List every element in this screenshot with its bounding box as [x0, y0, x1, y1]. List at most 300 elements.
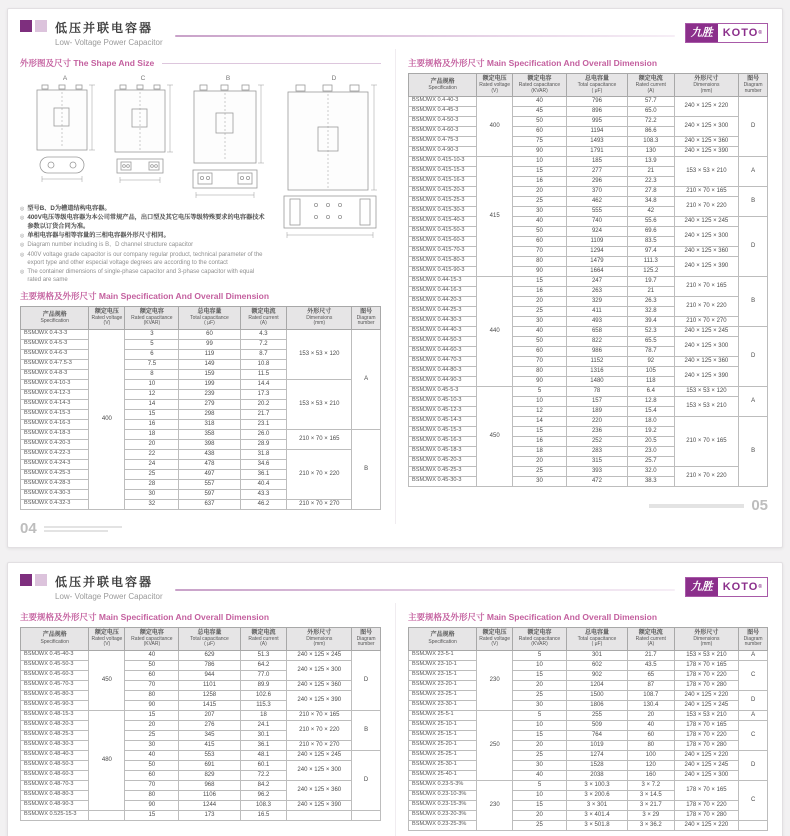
- spec-cell: BSMJWX 0.415-25-3: [409, 196, 477, 206]
- table-cell: 329: [566, 296, 627, 306]
- table-cell: 20.5: [627, 436, 674, 446]
- spec-cell: BSMJWX 0.4-8-3: [21, 369, 89, 379]
- table-cell: 178 × 70 × 165: [674, 780, 739, 800]
- table-cell: 111.3: [627, 256, 674, 266]
- table-cell: 472: [566, 476, 627, 486]
- spec-cell: BSMJWX 0.45-80-3: [21, 690, 89, 700]
- table-cell: 1152: [566, 356, 627, 366]
- spec-cell: BSMJWX 0.415-10-3: [409, 156, 477, 166]
- table-cell: 40: [125, 750, 179, 760]
- spec-cell: BSMJWX 0.23-20-3%: [409, 810, 477, 820]
- table-row: [409, 366, 768, 376]
- table-cell: D: [739, 750, 768, 780]
- table-cell: 87: [627, 680, 674, 690]
- note-text: 400V voltage grade capacitor is our company regular product, technical parameter of the export type and other especial voltage degrees are according to the contact: [27, 251, 263, 266]
- table-cell: 944: [179, 670, 240, 680]
- table-cell: 509: [566, 720, 627, 730]
- table-cell: 70: [513, 356, 567, 366]
- table-cell: 32: [125, 499, 179, 509]
- table-cell: [89, 810, 125, 820]
- table-cell: 60: [627, 730, 674, 740]
- table-cell: 7.2: [240, 339, 287, 349]
- table-cell: 415: [179, 740, 240, 750]
- table-cell: 240 × 125 × 245: [674, 700, 739, 710]
- table-cell: 240 × 125 × 300: [674, 226, 739, 246]
- table-cell: 48.1: [240, 750, 287, 760]
- table-cell: 20: [125, 720, 179, 730]
- spec-cell: BSMJWX 0.4-7.5-3: [21, 359, 89, 369]
- table-cell: [739, 820, 768, 830]
- table-cell: 5: [513, 710, 567, 720]
- table-cell: 11.5: [240, 369, 287, 379]
- table-cell: 478: [179, 459, 240, 469]
- table-cell: 18.0: [627, 416, 674, 426]
- table-cell: 78.7: [627, 346, 674, 356]
- table-cell: B: [739, 416, 768, 486]
- table-cell: 42: [627, 206, 674, 216]
- registered-mark: ®: [758, 583, 763, 590]
- column-header: 图号 Diagram number: [739, 627, 768, 650]
- table-cell: 691: [179, 760, 240, 770]
- table-cell: 230: [477, 780, 513, 830]
- table-cell: 30.1: [240, 730, 287, 740]
- table-cell: 902: [566, 670, 627, 680]
- spec-cell: BSMJWX 0.415-15-3: [409, 166, 477, 176]
- table-cell: 210 × 70 × 270: [287, 499, 352, 509]
- table-cell: 25.7: [627, 456, 674, 466]
- table-cell: 34.8: [627, 196, 674, 206]
- table-cell: 178 × 70 × 165: [674, 660, 739, 670]
- table-cell: 25: [125, 730, 179, 740]
- table-cell: 555: [566, 206, 627, 216]
- table-row: [21, 329, 381, 339]
- table-cell: C: [739, 720, 768, 750]
- section-title-spec: 主要规格及外形尺寸 Main Specification And Overall Dimension: [408, 611, 658, 622]
- table-cell: 4.3: [240, 329, 287, 339]
- table-cell: 40: [513, 96, 567, 106]
- table-cell: C: [739, 780, 768, 820]
- table-cell: 45: [513, 106, 567, 116]
- spec-cell: BSMJWX 0.45-15-3: [409, 426, 477, 436]
- table-cell: 240 × 125 × 360: [287, 780, 352, 800]
- table-cell: 210 × 70 × 220: [674, 296, 739, 316]
- spec-cell: BSMJWX 0.4-28-3: [21, 479, 89, 489]
- table-cell: 10: [513, 790, 567, 800]
- column-header: 产品规格 Specification: [409, 627, 477, 650]
- table-cell: 5: [125, 339, 179, 349]
- table-cell: 247: [566, 276, 627, 286]
- table-row: [21, 750, 381, 760]
- table-cell: 40: [627, 720, 674, 730]
- spec-cell: BSMJWX 23-5-1: [409, 650, 477, 660]
- table-cell: 1244: [179, 800, 240, 810]
- column-header: 额定电容 Rated capacitance (KVAR): [125, 627, 179, 650]
- table-cell: 90: [513, 266, 567, 276]
- table-cell: 32.8: [627, 306, 674, 316]
- table-cell: 60: [125, 670, 179, 680]
- page-left: [8, 603, 395, 829]
- table-row: [409, 356, 768, 366]
- table-cell: 21: [627, 286, 674, 296]
- table-cell: [287, 810, 352, 820]
- table-cell: 3 × 301: [566, 800, 627, 810]
- table-cell: 210 × 70 × 220: [287, 449, 352, 499]
- table-cell: 15.4: [627, 406, 674, 416]
- table-cell: 25: [513, 750, 567, 760]
- table-cell: 230: [477, 650, 513, 710]
- table-cell: 240 × 125 × 300: [674, 116, 739, 136]
- table-cell: 21: [627, 166, 674, 176]
- decor-square-light: [35, 574, 47, 586]
- table-cell: 210 × 70 × 165: [674, 416, 739, 466]
- table-cell: 12: [513, 406, 567, 416]
- spec-cell: BSMJWX 0.4-50-3: [409, 116, 477, 126]
- table-cell: 108.3: [627, 136, 674, 146]
- table-cell: 557: [179, 479, 240, 489]
- spec-cell: BSMJWX 0.44-50-3: [409, 336, 477, 346]
- table-cell: 1274: [566, 750, 627, 760]
- spec-cell: BSMJWX 0.4-45-3: [409, 106, 477, 116]
- table-cell: 102.6: [240, 690, 287, 700]
- table-cell: 10.8: [240, 359, 287, 369]
- table-cell: 43.5: [627, 660, 674, 670]
- spec-cell: BSMJWX 25-25-1: [409, 750, 477, 760]
- table-cell: 30: [125, 489, 179, 499]
- table-row: [21, 449, 381, 459]
- table-cell: 38.3: [627, 476, 674, 486]
- table-cell: A: [739, 386, 768, 416]
- table-cell: 13.9: [627, 156, 674, 166]
- note-item: [20, 232, 265, 240]
- table-cell: 153 × 53 × 210: [287, 379, 352, 429]
- spec-cell: BSMJWX 0.23-25-3%: [409, 820, 477, 830]
- table-row: [409, 136, 768, 146]
- table-cell: A: [352, 329, 381, 429]
- table-cell: 240 × 125 × 220: [674, 750, 739, 760]
- table-row: [409, 196, 768, 206]
- table-row: [409, 96, 768, 106]
- table-cell: 3 × 14.5: [627, 790, 674, 800]
- table-cell: 18: [513, 446, 567, 456]
- section-title-spec: 主要规格及外形尺寸 Main Specification And Overall Dimension: [20, 611, 270, 622]
- table-cell: 26.3: [627, 296, 674, 306]
- table-cell: 40.4: [240, 479, 287, 489]
- capacitor-diagrams: [20, 73, 381, 203]
- table-cell: 199: [179, 379, 240, 389]
- page-number: 04: [20, 520, 37, 538]
- spec-cell: BSMJWX 0.415-70-3: [409, 246, 477, 256]
- table-cell: 637: [179, 499, 240, 509]
- table-row: [409, 466, 768, 476]
- column-header: 外形尺寸 Dimensions (mm): [287, 306, 352, 329]
- table-row: [21, 800, 381, 810]
- column-header: 图号 Diagram number: [352, 306, 381, 329]
- header-divider: [175, 35, 675, 37]
- table-cell: 240 × 125 × 245: [287, 650, 352, 660]
- table-cell: 250: [477, 710, 513, 780]
- table-cell: 50: [125, 660, 179, 670]
- brand-logo-en: KOTO®: [722, 580, 763, 593]
- page-number: 05: [751, 497, 768, 515]
- note-bullet-icon: ◎: [20, 268, 25, 275]
- table-row: [409, 216, 768, 226]
- table-row: [409, 720, 768, 730]
- spread-top: [7, 8, 783, 548]
- spec-cell: BSMJWX 0.415-60-3: [409, 236, 477, 246]
- table-cell: 240 × 125 × 245: [287, 750, 352, 760]
- table-cell: 28.9: [240, 439, 287, 449]
- page-left: [8, 49, 395, 547]
- table-cell: 896: [566, 106, 627, 116]
- table-cell: 20: [513, 186, 567, 196]
- table-cell: 130.4: [627, 700, 674, 710]
- page-footer-right: [408, 496, 768, 516]
- table-cell: D: [739, 96, 768, 156]
- table-cell: 279: [179, 399, 240, 409]
- table-cell: 240 × 125 × 360: [287, 680, 352, 690]
- spec-cell: BSMJWX 0.415-30-3: [409, 206, 477, 216]
- table-cell: 210 × 70 × 220: [287, 720, 352, 740]
- table-cell: 178 × 70 × 280: [674, 680, 739, 690]
- table-row: [21, 780, 381, 790]
- table-cell: 1106: [179, 790, 240, 800]
- page-title-en: Low- Voltage Power Capacitor: [55, 591, 163, 601]
- table-row: [21, 680, 381, 690]
- table-cell: 986: [566, 346, 627, 356]
- table-row: [409, 650, 768, 660]
- spec-cell: BSMJWX 0.23-10-3%: [409, 790, 477, 800]
- spec-cell: BSMJWX 0.415-16-3: [409, 176, 477, 186]
- table-cell: 25: [513, 196, 567, 206]
- table-cell: 240 × 125 × 390: [674, 146, 739, 156]
- table-cell: 10: [125, 379, 179, 389]
- decor-square-dark: [20, 20, 32, 32]
- table-cell: 10: [513, 156, 567, 166]
- table-cell: 438: [179, 449, 240, 459]
- table-row: [409, 700, 768, 710]
- note-bullet-icon: ◎: [20, 206, 25, 212]
- table-cell: 30: [513, 206, 567, 216]
- table-cell: 18: [125, 429, 179, 439]
- spec-cell: BSMJWX 0.415-90-3: [409, 266, 477, 276]
- table-row: [409, 116, 768, 126]
- capacitor-outline-drawing-icon: [190, 83, 266, 205]
- table-cell: 153 × 53 × 120: [674, 386, 739, 396]
- table-cell: 252: [566, 436, 627, 446]
- spec-cell: BSMJWX 0.23-15-3%: [409, 800, 477, 810]
- spec-cell: BSMJWX 0.48-90-3: [21, 800, 89, 810]
- column-header: 额定电容 Rated capacitance (KVAR): [125, 306, 179, 329]
- spec-cell: BSMJWX 0.48-70-3: [21, 780, 89, 790]
- column-header: 额定电压 Rated voltage (V): [477, 627, 513, 650]
- table-cell: 69.6: [627, 226, 674, 236]
- table-row: [409, 186, 768, 196]
- table-cell: 30: [513, 316, 567, 326]
- table-cell: 597: [179, 489, 240, 499]
- capacitor-outline-drawing-icon: [34, 83, 96, 187]
- column-header: 外形尺寸 Dimensions (mm): [287, 627, 352, 650]
- table-cell: 80: [125, 790, 179, 800]
- table-cell: 6.4: [627, 386, 674, 396]
- table-cell: 25: [513, 466, 567, 476]
- table-cell: 60: [513, 236, 567, 246]
- table-cell: 15: [513, 276, 567, 286]
- table-cell: 786: [179, 660, 240, 670]
- table-cell: 3 × 21.7: [627, 800, 674, 810]
- capacitor-outline-drawing-icon: [112, 83, 174, 191]
- brand-logo-zh: 九胜: [686, 578, 718, 596]
- diagram-a: [34, 75, 96, 187]
- note-text: 型号B、D为槽道结构电容器。: [27, 205, 111, 212]
- table-cell: 3 × 401.4: [566, 810, 627, 820]
- table-cell: 3 × 200.6: [566, 790, 627, 800]
- spec-cell: BSMJWX 25-30-1: [409, 760, 477, 770]
- table-cell: D: [352, 750, 381, 810]
- table-cell: 100: [627, 750, 674, 760]
- diagram-label: C: [140, 75, 146, 82]
- table-row: [409, 156, 768, 166]
- table-row: [409, 326, 768, 336]
- table-row: [21, 429, 381, 439]
- spec-cell: BSMJWX 25-10-1: [409, 720, 477, 730]
- column-header: 总电容量 Total capacitance ( μF): [566, 74, 627, 97]
- brand-logo: [685, 23, 768, 43]
- spread-bottom: [7, 562, 783, 836]
- table-cell: 497: [179, 469, 240, 479]
- column-header: 图号 Diagram number: [352, 627, 381, 650]
- table-cell: 1294: [566, 246, 627, 256]
- table-cell: 178 × 70 × 220: [674, 730, 739, 740]
- table-cell: 14: [125, 399, 179, 409]
- table-cell: 60: [125, 770, 179, 780]
- spec-cell: BSMJWX 0.4-5-3: [21, 339, 89, 349]
- note-text: 400V电压等级电容器为本公司常规产品，出口型及其它电压等级特殊要求的电容器技术参数以订货合同为准。: [27, 214, 265, 230]
- table-cell: 3 × 36.2: [627, 820, 674, 830]
- footer-link-line: [44, 530, 108, 532]
- table-cell: 15: [513, 670, 567, 680]
- table-cell: A: [739, 156, 768, 186]
- page-header: [8, 9, 782, 49]
- table-row: [21, 690, 381, 700]
- table-cell: 96.2: [240, 790, 287, 800]
- note-text: 单相电容器与相等容量的三相电容器外形尺寸相同。: [27, 232, 170, 240]
- spec-cell: BSMJWX 0.45-16-3: [409, 436, 477, 446]
- table-cell: 20.2: [240, 399, 287, 409]
- table-cell: 240 × 125 × 220: [674, 96, 739, 116]
- table-cell: 50: [513, 226, 567, 236]
- table-cell: 1493: [566, 136, 627, 146]
- table-cell: 80: [125, 690, 179, 700]
- table-cell: 415: [477, 156, 513, 276]
- table-cell: 92: [627, 356, 674, 366]
- table-cell: 3 × 29: [627, 810, 674, 820]
- spec-cell: BSMJWX 0.45-30-3: [409, 476, 477, 486]
- table-cell: 20: [513, 810, 567, 820]
- table-row: [409, 396, 768, 406]
- spec-cell: BSMJWX 0.44-30-3: [409, 316, 477, 326]
- spec-cell: BSMJWX 0.45-60-3: [21, 670, 89, 680]
- table-cell: 400: [477, 96, 513, 156]
- column-header: 产品规格 Specification: [21, 306, 89, 329]
- spec-cell: BSMJWX 25-15-1: [409, 730, 477, 740]
- table-row: [409, 770, 768, 780]
- table-cell: 8: [125, 369, 179, 379]
- table-cell: 19.7: [627, 276, 674, 286]
- table-cell: 120: [627, 760, 674, 770]
- spec-cell: BSMJWX 0.48-20-3: [21, 720, 89, 730]
- table-cell: 108.7: [627, 690, 674, 700]
- table-cell: 50: [125, 760, 179, 770]
- column-header: 额定电流 Rated current (A): [240, 627, 287, 650]
- spec-cell: BSMJWX 0.4-14-3: [21, 399, 89, 409]
- table-row: [21, 499, 381, 509]
- table-cell: 15: [125, 409, 179, 419]
- diagram-b: [190, 75, 266, 205]
- page-title-zh: 低压并联电容器: [55, 21, 154, 35]
- note-item: [20, 268, 265, 284]
- note-bullet-icon: ◎: [20, 251, 25, 258]
- table-row: [21, 650, 381, 660]
- table-cell: 400: [89, 329, 125, 509]
- table-cell: B: [739, 186, 768, 216]
- table-cell: 125.2: [627, 266, 674, 276]
- table-cell: D: [739, 326, 768, 386]
- table-cell: 90: [513, 146, 567, 156]
- table-row: [409, 660, 768, 670]
- table-cell: 301: [566, 650, 627, 660]
- note-item: [20, 251, 265, 267]
- table-cell: 1528: [566, 760, 627, 770]
- column-header: 额定电容 Rated capacitance (KVAR): [513, 74, 567, 97]
- table-cell: 70: [125, 780, 179, 790]
- table-cell: 21.7: [627, 650, 674, 660]
- spec-cell: BSMJWX 0.4-90-3: [409, 146, 477, 156]
- table-cell: 39.4: [627, 316, 674, 326]
- spec-cell: BSMJWX 0.4-40-3: [409, 96, 477, 106]
- table-cell: 240 × 125 × 360: [674, 356, 739, 366]
- table-cell: 90: [513, 376, 567, 386]
- table-cell: 118: [627, 376, 674, 386]
- table-cell: 210 × 70 × 220: [674, 466, 739, 486]
- table-cell: 1194: [566, 126, 627, 136]
- spec-cell: BSMJWX 0.48-30-3: [21, 740, 89, 750]
- footer-links: [44, 524, 122, 534]
- table-cell: 7.5: [125, 359, 179, 369]
- table-cell: 16: [513, 286, 567, 296]
- table-cell: 3 × 501.8: [566, 820, 627, 830]
- table-cell: 160: [627, 770, 674, 780]
- table-cell: 240 × 125 × 360: [674, 136, 739, 146]
- table-cell: 173: [179, 810, 240, 820]
- diagram-c: [112, 75, 174, 191]
- diagram-label: A: [62, 75, 68, 82]
- table-cell: 36.1: [240, 740, 287, 750]
- column-header: 外形尺寸 Dimensions (mm): [674, 627, 739, 650]
- table-cell: 240 × 125 × 390: [674, 366, 739, 386]
- column-header: 图号 Diagram number: [739, 74, 768, 97]
- page-footer-left: [20, 519, 381, 539]
- column-header: 总电容量 Total capacitance ( μF): [179, 627, 240, 650]
- note-text: The container dimensions of single-phase capacitor and 3-phase capacitor with equal rated are same: [27, 268, 255, 283]
- table-cell: 43.3: [240, 489, 287, 499]
- section-title-spec: 主要规格及外形尺寸 Main Specification And Overall Dimension: [20, 290, 270, 301]
- table-cell: 65: [627, 670, 674, 680]
- table-cell: 50: [513, 336, 567, 346]
- table-cell: 658: [566, 326, 627, 336]
- table-cell: A: [739, 650, 768, 660]
- table-cell: 370: [566, 186, 627, 196]
- table-cell: 19.2: [627, 426, 674, 436]
